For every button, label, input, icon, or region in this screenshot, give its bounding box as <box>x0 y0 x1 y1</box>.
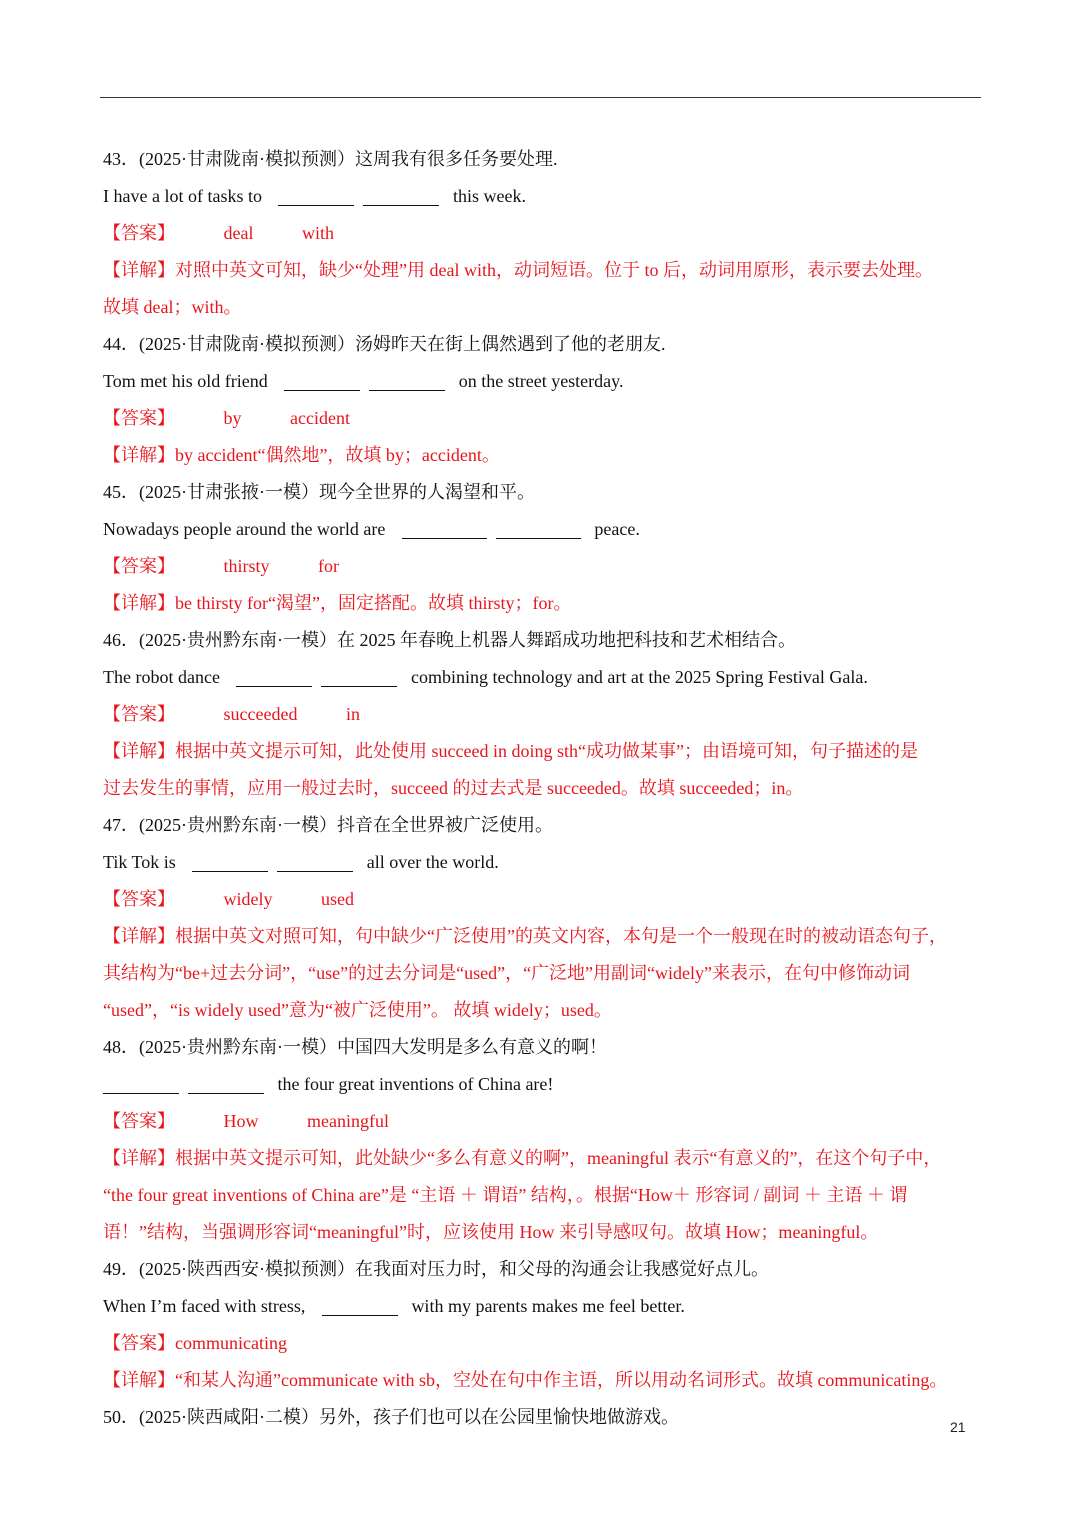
answer-blank <box>278 204 354 206</box>
answer-word-2: with <box>301 223 334 243</box>
sentence-text: with my parents makes me feel better. <box>411 1296 685 1316</box>
sentence-text: peace. <box>594 519 640 539</box>
question-49-title: 49．(2025·陕西西安·模拟预测）在我面对压力时，和父母的沟通会让我感觉好点儿。 <box>103 1259 769 1279</box>
sentence-text: on the street yesterday. <box>458 371 624 391</box>
page-number: 21 <box>950 1419 966 1435</box>
question-45-detail-line-1: 【详解】be thirsty for“渴望”，固定搭配。故填 thirsty；for。 <box>103 593 572 613</box>
document-body <box>103 141 988 1436</box>
answer-word-2: for <box>318 556 340 576</box>
question-48-detail-line-1: 【详解】根据中英文提示可知，此处缺少“多么有意义的啊”，meaningful 表示“有意义的”，在这个句子中， <box>103 1148 942 1168</box>
answer-word-2: accident <box>290 408 350 428</box>
question-46-sentence <box>103 659 988 696</box>
answer-label: 【答案】 <box>103 704 175 724</box>
answer-word-1: deal <box>223 223 254 243</box>
question-47-answer <box>103 881 988 918</box>
question-43-detail-line-1: 【详解】对照中英文可知，缺少“处理”用 deal with，动词短语。位于 to 后，动词用原形，表示要去处理。 <box>103 260 933 280</box>
answer-word-1: succeeded <box>223 704 298 724</box>
sentence-text: Tik Tok is <box>103 852 176 872</box>
question-47-detail-line-1: 【详解】根据中英文对照可知，句中缺少“广泛使用”的英文内容，本句是一个一般现在时的被动语态句子， <box>103 926 947 946</box>
question-44-answer <box>103 400 988 437</box>
answer-label: 【答案】 <box>103 889 175 909</box>
question-47-detail-line-2: 其结构为“be+过去分词”，“use”的过去分词是“used”，“广泛地”用副词“widely”来表示，在句中修饰动词 <box>103 963 911 983</box>
answer-word-1: by <box>223 408 242 428</box>
answer-word-2: meaningful <box>307 1111 389 1131</box>
question-45-title: 45．(2025·甘肃张掖·一模）现今全世界的人渴望和平。 <box>103 482 535 502</box>
question-48-detail-line-2: “the four great inventions of China are”是 “主语 ＋ 谓语” 结构，。根据“How＋ 形容词 / 副词 ＋ 主语 ＋ 谓 <box>103 1185 908 1205</box>
question-43-answer <box>103 215 988 252</box>
question-46-detail-line-2: 过去发生的事情，应用一般过去时，succeed 的过去式是 succeeded。故填 succeeded；in。 <box>103 778 804 798</box>
answer-word-1: thirsty <box>223 556 270 576</box>
question-49-answer: 【答案】communicating <box>103 1333 287 1353</box>
question-45-answer <box>103 548 988 585</box>
question-44-sentence <box>103 363 988 400</box>
answer-word-2: used <box>321 889 354 909</box>
sentence-text: the four great inventions of China are! <box>277 1074 554 1094</box>
answer-blank <box>192 870 268 872</box>
question-46-answer <box>103 696 988 733</box>
answer-word-2: in <box>345 704 360 724</box>
question-48-detail-line-3: 语！”结构，当强调形容词“meaningful”时，应该使用 How 来引导感叹句。故填 How；meaningful。 <box>103 1222 879 1242</box>
sentence-text: Nowadays people around the world are <box>103 519 386 539</box>
answer-word-1: widely <box>223 889 273 909</box>
question-44-detail-line-1: 【详解】by accident“偶然地”，故填 by；accident。 <box>103 445 500 465</box>
answer-label: 【答案】 <box>103 223 175 243</box>
sentence-text: When I’m faced with stress, <box>103 1296 306 1316</box>
sentence-text: Tom met his old friend <box>103 371 268 391</box>
question-47-detail-line-3: “used”，“is widely used”意为“被广泛使用”。 故填 widely；used。 <box>103 1000 612 1020</box>
question-48-title: 48．(2025·贵州黔东南·一模）中国四大发明是多么有意义的啊！ <box>103 1037 607 1057</box>
question-43-title: 43．(2025·甘肃陇南·模拟预测）这周我有很多任务要处理. <box>103 149 558 169</box>
answer-word-1: How <box>223 1111 259 1131</box>
answer-blank <box>188 1092 264 1094</box>
answer-label: 【答案】 <box>103 1111 175 1131</box>
question-45-sentence <box>103 511 988 548</box>
question-49-detail-line-1: 【详解】“和某人沟通”communicate with sb，空处在句中作主语，所以用动名词形式。故填 communicating。 <box>103 1370 948 1390</box>
answer-blank <box>402 537 487 539</box>
question-48-sentence <box>103 1066 988 1103</box>
question-43-detail-line-2: 故填 deal；with。 <box>103 297 242 317</box>
question-43-sentence <box>103 178 988 215</box>
answer-blank <box>277 870 353 872</box>
sentence-text: combining technology and art at the 2025 Spring Festival Gala. <box>410 667 868 687</box>
question-46-detail-line-1: 【详解】根据中英文提示可知，此处使用 succeed in doing sth“成功做某事”；由语境可知，句子描述的是 <box>103 741 918 761</box>
question-46-title: 46．(2025·贵州黔东南·一模）在 2025 年春晚上机器人舞蹈成功地把科技和艺术相结合。 <box>103 630 796 650</box>
answer-blank <box>496 537 581 539</box>
sentence-text: I have a lot of tasks to <box>103 186 262 206</box>
answer-blank <box>321 685 397 687</box>
question-44-title: 44．(2025·甘肃陇南·模拟预测）汤姆昨天在街上偶然遇到了他的老朋友. <box>103 334 666 354</box>
sentence-text: all over the world. <box>366 852 499 872</box>
question-48-answer <box>103 1103 988 1140</box>
answer-blank <box>322 1314 398 1316</box>
answer-label: 【答案】 <box>103 556 175 576</box>
question-47-title: 47．(2025·贵州黔东南·一模）抖音在全世界被广泛使用。 <box>103 815 553 835</box>
answer-blank <box>369 389 445 391</box>
answer-blank <box>363 204 439 206</box>
question-47-sentence <box>103 844 988 881</box>
answer-blank <box>236 685 312 687</box>
header-rule <box>100 97 981 98</box>
question-49-sentence <box>103 1288 988 1325</box>
answer-blank <box>103 1092 179 1094</box>
sentence-text: The robot dance <box>103 667 220 687</box>
sentence-text: this week. <box>452 186 526 206</box>
answer-blank <box>284 389 360 391</box>
answer-label: 【答案】 <box>103 408 175 428</box>
question-50-title: 50．(2025·陕西咸阳·二模）另外，孩子们也可以在公园里愉快地做游戏。 <box>103 1407 679 1427</box>
